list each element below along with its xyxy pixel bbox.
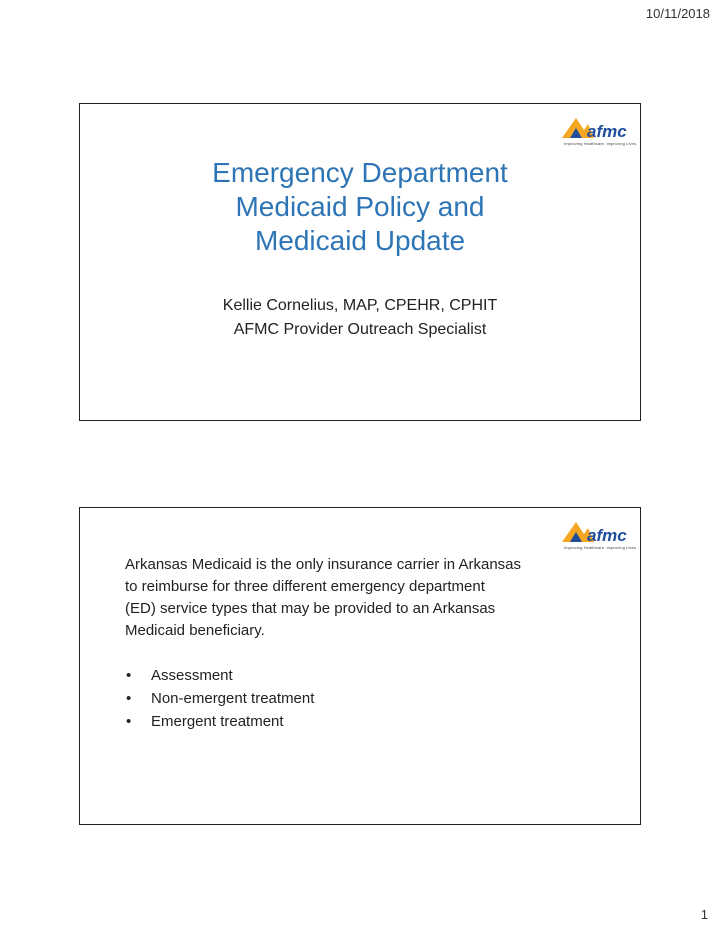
list-item-label: Non-emergent treatment <box>151 690 315 707</box>
afmc-logo <box>560 516 638 554</box>
title-line-2: Medicaid Policy and <box>235 191 485 222</box>
list-item <box>125 710 314 733</box>
presenter-role: AFMC Provider Outreach Specialist <box>233 321 487 338</box>
bullet-icon: • <box>126 690 132 707</box>
header-date: 10/11/2018 <box>645 6 710 21</box>
slide-1 <box>79 103 641 421</box>
presenter-name: Kellie Cornelius, MAP, CPEHR, CPHIT <box>222 297 498 314</box>
list-item <box>125 664 314 687</box>
slide-2 <box>79 507 641 825</box>
bullet-icon: • <box>126 713 132 730</box>
title-line-1: Emergency Department <box>212 157 508 188</box>
service-type-list <box>125 664 314 733</box>
logo-tagline: Improving Healthcare. Improving Lives. <box>564 545 638 550</box>
list-item-label: Emergent treatment <box>151 713 284 730</box>
logo-text: afmc <box>587 526 627 545</box>
slide-body-text <box>125 554 595 642</box>
slide-title <box>80 156 640 258</box>
logo-text: afmc <box>587 122 627 141</box>
body-line-2: to reimburse for three different emergency department <box>125 578 485 595</box>
presenter-info <box>80 294 640 342</box>
afmc-logo-icon <box>560 516 632 546</box>
body-line-3: (ED) service types that may be provided to an Arkansas <box>125 600 496 617</box>
afmc-logo-icon <box>560 112 632 142</box>
list-item <box>125 687 314 710</box>
body-line-4: Medicaid beneficiary. <box>125 622 265 639</box>
list-item-label: Assessment <box>151 667 233 684</box>
body-line-1: Arkansas Medicaid is the only insurance carrier in Arkansas <box>125 556 522 573</box>
logo-tagline: Improving Healthcare. Improving Lives. <box>564 141 638 146</box>
title-line-3: Medicaid Update <box>254 225 466 256</box>
page-number: 1 <box>700 907 708 922</box>
afmc-logo <box>560 112 638 150</box>
bullet-icon: • <box>126 667 132 684</box>
